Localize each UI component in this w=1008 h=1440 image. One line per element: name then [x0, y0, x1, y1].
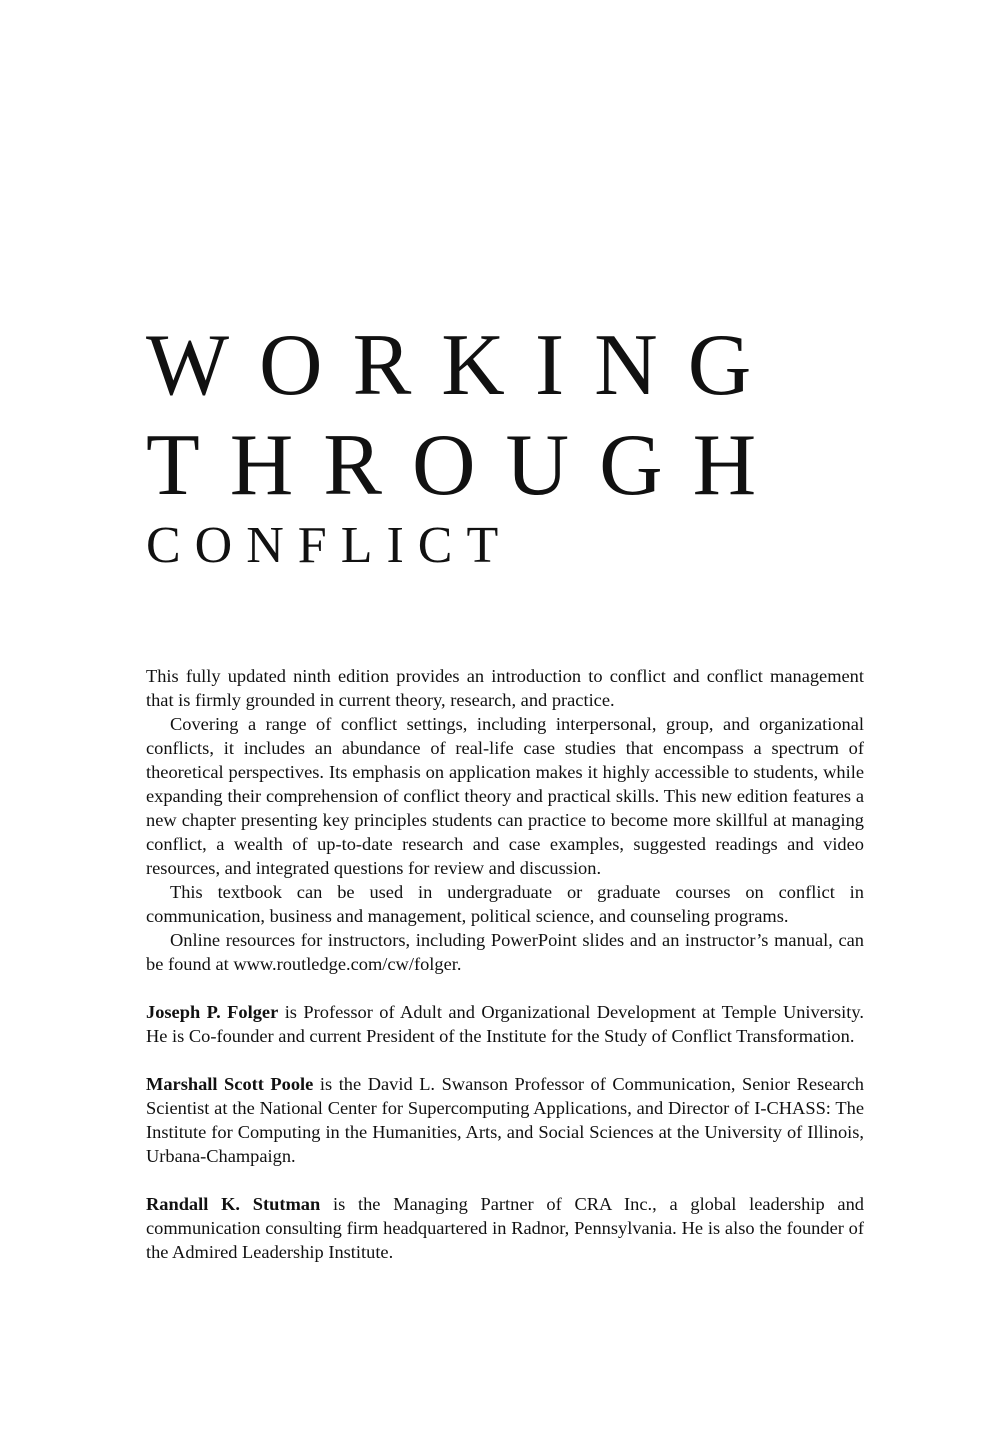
title-line-conflict: CONFLICT — [146, 517, 513, 574]
back-cover-blurb — [146, 664, 864, 1264]
book-title — [146, 317, 906, 574]
description-paragraph-2: Covering a range of conflict settings, including interpersonal, group, and organizational conflicts, it includes an abundance of real-life case studies that encompass a spectrum of theoretical perspectives. Its emphasis on application makes it highly accessible to students, while expanding their comprehension of conflict theory and practical skills. This new edition features a new chapter presenting key principles students can practice to become more skillful at managing conflict, a wealth of up-to-date research and case examples, suggested readings and video resources, and integrated questions for review and discussion. — [146, 714, 864, 878]
description-paragraph-3: This textbook can be used in undergraduate or graduate courses on conflict in communication, business and management, political science, and counseling programs. — [146, 882, 864, 926]
author-name: Randall K. Stutman — [146, 1194, 321, 1214]
author-bio-text: is Professor of Adult and Organizational Development at Temple University. He is Co-founder and current President of the Institute for the Study of Conflict Transformation. — [146, 1002, 864, 1046]
author-bio-folger — [146, 1000, 864, 1048]
author-bio-text: is the David L. Swanson Professor of Communication, Senior Research Scientist at the National Center for Supercomputing Applications, and Director of I-CHASS: The Institute for Computing in the Humanities, Arts, and Social Sciences at the University of Illinois, Urbana-Champaign. — [146, 1074, 864, 1166]
author-bio-poole — [146, 1072, 864, 1168]
author-bio-text: is the Managing Partner of CRA Inc., a global leadership and communication consulting firm headquartered in Radnor, Pennsylvania. He is also the founder of the Admired Leadership Institute. — [146, 1194, 864, 1262]
title-line-through: THROUGH — [146, 417, 787, 514]
author-name: Joseph P. Folger — [146, 1002, 279, 1022]
author-bio-stutman — [146, 1192, 864, 1264]
description-paragraph-4: Online resources for instructors, including PowerPoint slides and an instructor’s manual, can be found at www.routledge.com/cw/folger. — [146, 930, 864, 974]
author-name: Marshall Scott Poole — [146, 1074, 314, 1094]
description-paragraph-1: This fully updated ninth edition provides an introduction to conflict and conflict management that is firmly grounded in current theory, research, and practice. — [146, 666, 864, 710]
title-line-working: WORKING — [146, 317, 782, 414]
